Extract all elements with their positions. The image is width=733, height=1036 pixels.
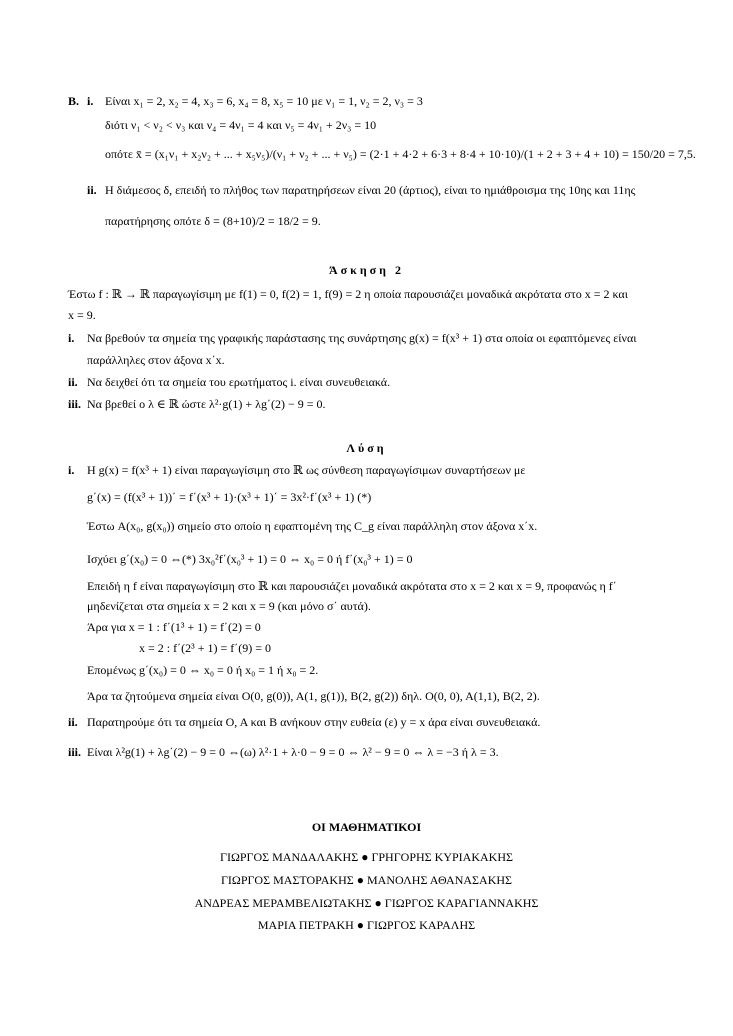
signature-line-3: ΑΝΔΡΕΑΣ ΜΕΡΑΜΒΕΛΙΩΤΑΚΗΣ ● ΓΙΩΡΓΟΣ ΚΑΡΑΓΙΑΝΝΑΚΗΣ [194,896,539,910]
item-i-label: i. [87,94,94,108]
solution-case-1: Άρα για x = 1 : f΄(1³ + 1) = f΄(2) = 0 [87,620,261,634]
solution-case-2: x = 2 : f΄(2³ + 1) = f΄(9) = 0 [139,641,271,655]
solution-title: Λύση [346,441,387,455]
question-ii-text: Να δειχθεί ότι τα σημεία του ερωτήματος i. είναι συνευθειακά. [87,375,391,389]
question-ii-label: ii. [68,375,78,389]
exercise-intro-2: x = 9. [68,308,96,322]
solution-line-3: Έστω A(x₀, g(x₀)) σημείο στο οποίο η εφαπτομένη της C_g είναι παράλληλη στον άξονα x΄x. [87,519,538,533]
exercise-title: Άσκηση 2 [328,263,404,277]
part-b-label: Β. [68,94,80,108]
item-ii-label: ii. [87,183,97,197]
mean-formula: οπότε x̄ = (x₁ν₁ + x₂ν₂ + ... + x₅ν₅)/(ν₁ + ν₂ + ... + ν₅) = (2·1 + 4·2 + 6·3 + 8·4 + 10·10)/(1 + 2 + 3 + 4 + 10) = 150/20 = 7,5. [105,147,696,161]
solution-line-12: Είναι λ²g(1) + λg΄(2) − 9 = 0 ⇔(ω) λ²·1 + λ·0 − 9 = 0 ⇔ λ² − 9 = 0 ⇔ λ = −3 ή λ = 3. [87,745,499,759]
solution-line-11: Παρατηρούμε ότι τα σημεία O, A και B ανήκουν στην ευθεία (ε) y = x άρα είναι συνευθειακά. [87,715,541,729]
signature-line-4: ΜΑΡΙΑ ΠΕΤΡΑΚΗ ● ΓΙΩΡΓΟΣ ΚΑΡΑΛΗΣ [257,918,476,932]
signature-heading: ΟΙ ΜΑΘΗΜΑΤΙΚΟΙ [311,820,422,834]
question-iii-text: Να βρεθεί ο λ ∈ ℝ ώστε λ²·g(1) + λg΄(2) − 9 = 0. [87,397,326,411]
solution-line-9: Επομένως g΄(x₀) = 0 ⇔ x₀ = 0 ή x₀ = 1 ή x₀ = 2. [87,663,319,677]
solution-line-5: Επειδή η f είναι παραγωγίσιμη στο ℝ και παρουσιάζει μοναδικά ακρότατα στο x = 2 και x = 9, προφανώς η f΄ [87,579,617,593]
question-i-line-1: Να βρεθούν τα σημεία της γραφικής παράστασης της συνάρτησης g(x) = f(x³ + 1) στα οποία οι εφαπτόμενες είναι [87,331,637,345]
exercise-intro-1: Έστω f : ℝ → ℝ παραγωγίσιμη με f(1) = 0, f(2) = 1, f(9) = 2 η οποία παρουσιάζει μοναδικά ακρότατα στο x = 2 και [68,287,628,301]
solution-line-4: Ισχύει g΄(x₀) = 0 ⇔(*) 3x₀²f΄(x₀³ + 1) = 0 ⇔ x₀ = 0 ή f΄(x₀³ + 1) = 0 [87,552,413,566]
part-b-line-2: διότι ν₁ < ν₂ < ν₃ και ν₄ = 4ν₁ = 4 και ν₅ = 4ν₁ + 2ν₃ = 10 [105,118,377,132]
signature-line-2: ΓΙΩΡΓΟΣ ΜΑΣΤΟΡΑΚΗΣ ● ΜΑΝΟΛΗΣ ΑΘΑΝΑΣΑΚΗΣ [220,873,513,887]
solution-derivative: g΄(x) = (f(x³ + 1))΄ = f΄(x³ + 1)·(x³ + 1)΄ = 3x²·f΄(x³ + 1) (*) [87,490,372,504]
median-formula: παρατήρησης οπότε δ = (8+10)/2 = 18/2 = 9. [105,214,321,228]
median-text: Η διάμεσος δ, επειδή το πλήθος των παρατηρήσεων είναι 20 (άρτιος), είναι το ημιάθροισμα της 10ης και 11ης [105,183,636,197]
solution-iii-label: iii. [68,745,82,759]
part-b-line-1: Είναι x₁ = 2, x₂ = 4, x₃ = 6, x₄ = 8, x₅ = 10 με ν₁ = 1, ν₂ = 2, ν₃ = 3 [105,94,423,108]
question-iii-label: iii. [68,397,82,411]
solution-line-6: μηδενίζεται στα σημεία x = 2 και x = 9 (και μόνο σ΄ αυτά). [87,599,371,613]
solution-line-1: Η g(x) = f(x³ + 1) είναι παραγωγίσιμη στο ℝ ως σύνθεση παραγωγίσιμων συναρτήσεων με [87,463,526,477]
question-i-label: i. [68,331,75,345]
solution-i-label: i. [68,463,75,477]
solution-points: Άρα τα ζητούμενα σημεία είναι O(0, g(0)), A(1, g(1)), B(2, g(2)) δηλ. O(0, 0), A(1,1), B(2, 2). [87,689,540,703]
signature-line-1: ΓΙΩΡΓΟΣ ΜΑΝΔΑΛΑΚΗΣ ● ΓΡΗΓΟΡΗΣ ΚΥΡΙΑΚΑΚΗΣ [220,850,513,864]
solution-ii-label: ii. [68,715,78,729]
question-i-line-2: παράλληλες στον άξονα x΄x. [87,353,225,367]
